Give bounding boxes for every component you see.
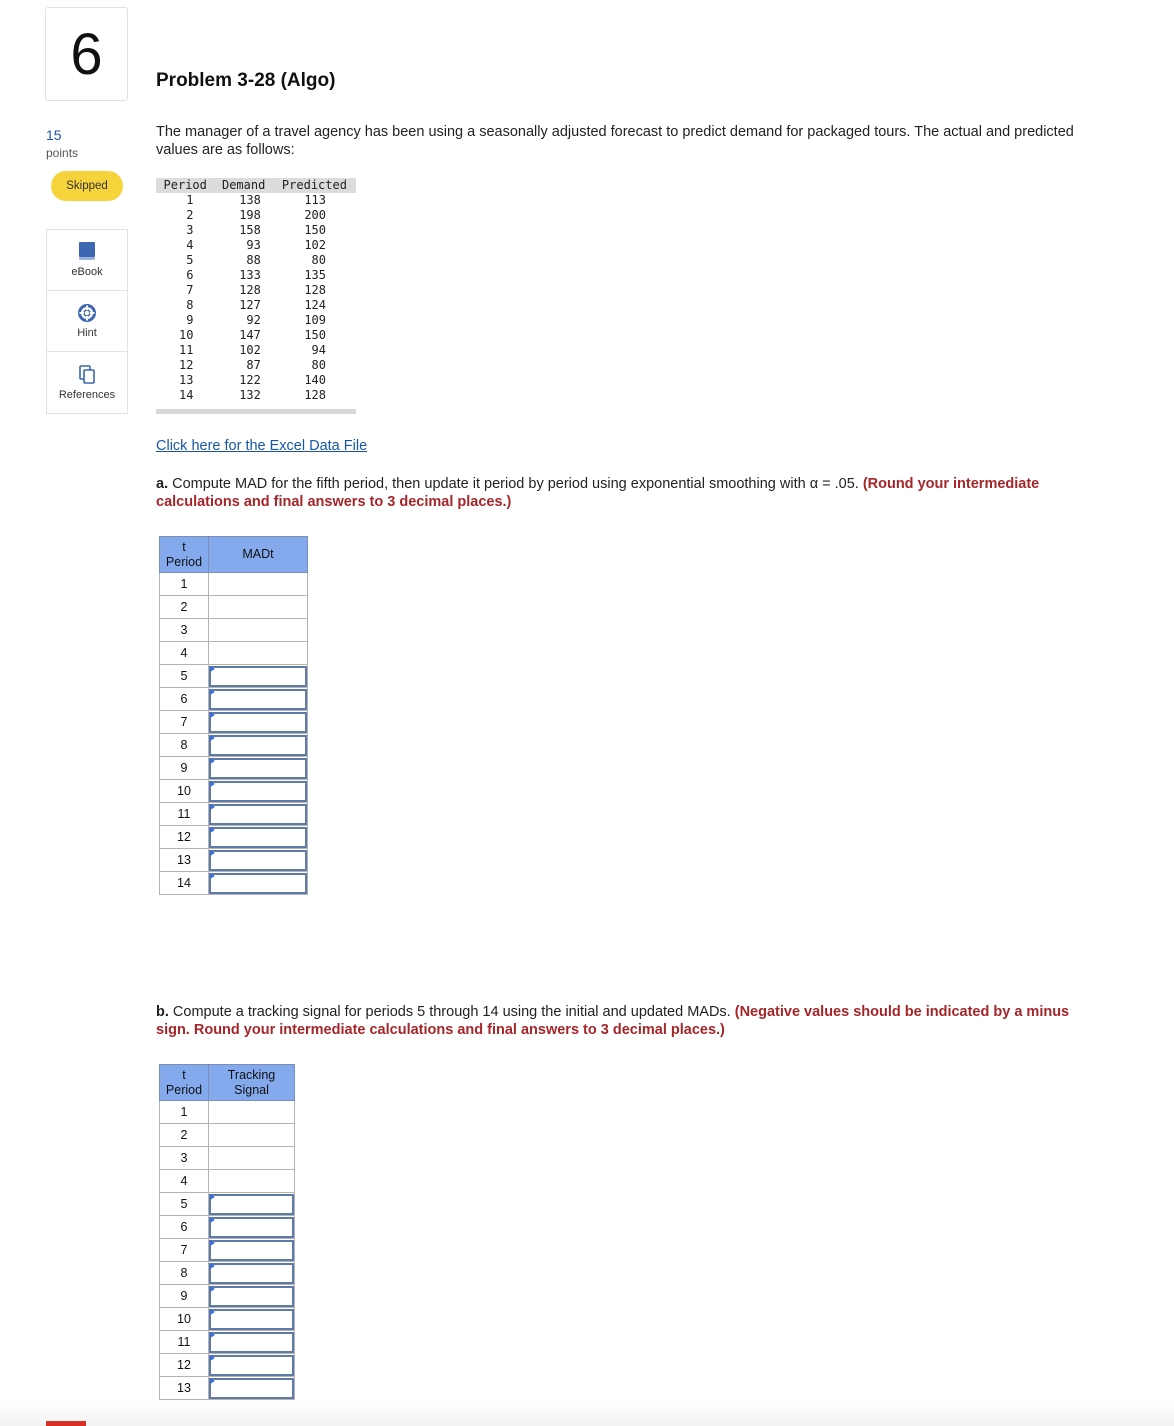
mad-answer-cell	[209, 665, 308, 688]
mad-row	[160, 619, 308, 642]
data-cell-predicted: 94	[311, 343, 326, 357]
data-row	[156, 238, 356, 253]
part-b-label: b.	[156, 1004, 169, 1020]
mad-period-cell: 13	[160, 849, 209, 872]
data-cell-demand: 133	[239, 268, 261, 282]
problem-title: Problem 3-28 (Algo)	[156, 70, 336, 91]
data-cell-predicted: 140	[304, 373, 326, 387]
data-cell-period: 4	[186, 238, 194, 252]
mad-period-cell: 5	[160, 665, 209, 688]
data-row	[156, 223, 356, 238]
mad-row	[160, 596, 308, 619]
ebook-label: eBook	[71, 266, 103, 278]
ts-row	[160, 1147, 295, 1170]
ts-answer-cell	[209, 1377, 295, 1400]
data-cell-demand: 87	[246, 358, 261, 372]
mad-header-period	[160, 537, 209, 573]
mad-answer-input[interactable]	[209, 827, 307, 848]
data-row	[156, 388, 356, 403]
data-row	[156, 193, 356, 208]
data-cell-predicted: 135	[304, 268, 326, 282]
ts-answer-input[interactable]	[209, 1355, 294, 1376]
mad-row	[160, 757, 308, 780]
part-a-question: Compute MAD for the fifth period, then update it period by period using exponential smoothing with α = .05.	[168, 476, 863, 492]
mad-row	[160, 573, 308, 596]
data-cell-period: 7	[186, 283, 194, 297]
demand-data-table	[156, 178, 356, 403]
ts-empty-cell	[209, 1101, 295, 1124]
mad-row	[160, 826, 308, 849]
ts-period-cell: 3	[160, 1147, 209, 1170]
ts-row	[160, 1262, 295, 1285]
data-cell-period: 10	[178, 328, 194, 342]
ts-empty-cell	[209, 1147, 295, 1170]
ts-header-line1: Tracking	[227, 1067, 276, 1082]
data-row	[156, 283, 356, 298]
ts-row	[160, 1124, 295, 1147]
data-cell-period: 6	[186, 268, 194, 282]
status-badge: Skipped	[51, 171, 123, 201]
ts-row	[160, 1377, 295, 1400]
data-cell-period: 13	[178, 373, 194, 387]
ts-answer-cell	[209, 1285, 295, 1308]
mad-answer-cell	[209, 826, 308, 849]
mad-empty-cell	[209, 619, 308, 642]
mad-answer-cell	[209, 757, 308, 780]
mad-period-cell: 7	[160, 711, 209, 734]
data-cell-period: 1	[186, 193, 194, 207]
mad-period-cell: 8	[160, 734, 209, 757]
ts-row	[160, 1354, 295, 1377]
ts-period-cell: 7	[160, 1239, 209, 1262]
mad-period-cell: 3	[160, 619, 209, 642]
part-b-text	[156, 1003, 1096, 1039]
ts-empty-cell	[209, 1124, 295, 1147]
data-cell-period: 3	[186, 223, 194, 237]
data-cell-predicted: 102	[304, 238, 326, 252]
ts-header-period-label: Period	[165, 1082, 203, 1097]
ts-row	[160, 1193, 295, 1216]
tracking-signal-answer-table	[159, 1064, 295, 1400]
part-b-instruction: (Negative values should be indicated by a minus sign. Round your intermediate calculations and final answers to 3 decimal places.)	[156, 1004, 1070, 1038]
mad-answer-input[interactable]	[209, 804, 307, 825]
data-cell-period: 5	[186, 253, 194, 267]
data-cell-predicted: 80	[311, 253, 326, 267]
mad-answer-cell	[209, 711, 308, 734]
data-cell-predicted: 109	[304, 313, 326, 327]
ts-answer-input[interactable]	[209, 1263, 294, 1284]
data-row	[156, 268, 356, 283]
part-a-label: a.	[156, 476, 169, 492]
mad-period-cell: 9	[160, 757, 209, 780]
mad-empty-cell	[209, 642, 308, 665]
book-icon	[78, 242, 96, 261]
mad-period-cell: 6	[160, 688, 209, 711]
data-cell-demand: 127	[239, 298, 261, 312]
ts-answer-cell	[209, 1262, 295, 1285]
mad-answer-cell	[209, 872, 308, 895]
mad-answer-input[interactable]	[209, 689, 307, 710]
ts-answer-cell	[209, 1331, 295, 1354]
data-row	[156, 208, 356, 223]
mad-period-cell: 2	[160, 596, 209, 619]
part-a-text	[156, 475, 1096, 511]
ts-period-cell: 8	[160, 1262, 209, 1285]
mad-period-cell: 12	[160, 826, 209, 849]
mad-answer-cell	[209, 803, 308, 826]
ts-period-cell: 1	[160, 1101, 209, 1124]
data-cell-predicted: 80	[311, 358, 326, 372]
excel-data-link[interactable]: Click here for the Excel Data File	[156, 438, 368, 454]
data-cell-demand: 128	[239, 283, 261, 297]
mad-answer-input[interactable]	[209, 735, 307, 756]
ts-empty-cell	[209, 1170, 295, 1193]
part-a-instruction: (Round your intermediate calculations and final answers to 3 decimal places.)	[156, 476, 1040, 510]
mad-row	[160, 711, 308, 734]
mad-period-cell: 4	[160, 642, 209, 665]
ts-period-cell: 4	[160, 1170, 209, 1193]
references-button[interactable]	[47, 352, 127, 413]
ts-period-cell: 13	[160, 1377, 209, 1400]
ts-answer-input[interactable]	[209, 1332, 294, 1353]
data-cell-demand: 147	[239, 328, 261, 342]
mad-answer-table	[159, 536, 308, 895]
data-cell-predicted: 128	[304, 388, 326, 402]
data-row	[156, 253, 356, 268]
copy-icon	[78, 365, 96, 384]
data-cell-predicted: 150	[304, 328, 326, 342]
data-cell-period: 11	[178, 343, 194, 357]
ts-answer-cell	[209, 1308, 295, 1331]
data-cell-demand: 93	[246, 238, 261, 252]
data-cell-predicted: 128	[304, 283, 326, 297]
data-row	[156, 373, 356, 388]
mad-answer-input[interactable]	[209, 873, 307, 894]
ts-period-cell: 9	[160, 1285, 209, 1308]
lifebuoy-icon	[78, 304, 96, 322]
ebook-button[interactable]	[47, 230, 127, 291]
ts-period-cell: 5	[160, 1193, 209, 1216]
mad-answer-input[interactable]	[209, 712, 307, 733]
bottom-red-tab[interactable]	[46, 1421, 86, 1426]
data-cell-demand: 122	[239, 373, 261, 387]
points-value: 15	[46, 127, 62, 143]
mad-answer-cell	[209, 780, 308, 803]
mad-row	[160, 780, 308, 803]
ts-answer-input[interactable]	[209, 1309, 294, 1330]
question-number-box	[45, 7, 128, 101]
data-cell-demand: 88	[246, 253, 261, 267]
problem-intro: The manager of a travel agency has been using a seasonally adjusted forecast to predict demand for packaged tours. The actual and predicted values are as follows:	[156, 124, 1074, 158]
mad-period-cell: 10	[160, 780, 209, 803]
mad-answer-input[interactable]	[209, 781, 307, 802]
question-number: 6	[70, 21, 103, 87]
data-cell-demand: 92	[246, 313, 261, 327]
mad-answer-input[interactable]	[209, 850, 307, 871]
mad-answer-cell	[209, 734, 308, 757]
mad-answer-cell	[209, 688, 308, 711]
ts-answer-input[interactable]	[209, 1194, 294, 1215]
ts-row	[160, 1216, 295, 1239]
ts-answer-cell	[209, 1354, 295, 1377]
data-cell-demand: 198	[239, 208, 261, 222]
ts-row	[160, 1285, 295, 1308]
ts-answer-input[interactable]	[209, 1378, 294, 1399]
data-cell-demand: 102	[239, 343, 261, 357]
data-cell-period: 2	[186, 208, 194, 222]
ts-row	[160, 1331, 295, 1354]
mad-header-t: t	[182, 539, 186, 554]
data-row	[156, 343, 356, 358]
tools-panel	[46, 229, 128, 414]
ts-period-cell: 6	[160, 1216, 209, 1239]
mad-row	[160, 665, 308, 688]
data-cell-predicted: 124	[304, 298, 326, 312]
ts-period-cell: 12	[160, 1354, 209, 1377]
data-row	[156, 358, 356, 373]
hint-label: Hint	[77, 326, 97, 339]
data-cell-period: 12	[178, 358, 194, 372]
mad-header-period-label: Period	[165, 554, 203, 569]
ts-row	[160, 1101, 295, 1124]
points-label: points	[46, 146, 79, 160]
ts-answer-cell	[209, 1239, 295, 1262]
ts-period-cell: 11	[160, 1331, 209, 1354]
part-b-question: Compute a tracking signal for periods 5 through 14 using the initial and updated MADs.	[168, 1004, 735, 1020]
data-row	[156, 328, 356, 343]
data-cell-period: 14	[178, 388, 194, 402]
data-cell-period: 9	[186, 313, 194, 327]
ts-period-cell: 2	[160, 1124, 209, 1147]
data-cell-predicted: 150	[304, 223, 326, 237]
data-header-period: Period	[156, 178, 214, 193]
mad-period-cell: 14	[160, 872, 209, 895]
data-row	[156, 298, 356, 313]
data-cell-demand: 138	[239, 193, 261, 207]
data-cell-period: 8	[186, 298, 194, 312]
mad-row	[160, 688, 308, 711]
data-cell-predicted: 113	[304, 193, 326, 207]
data-header-demand: Demand	[214, 178, 272, 193]
mad-row	[160, 849, 308, 872]
mad-row	[160, 642, 308, 665]
data-cell-predicted: 200	[304, 208, 326, 222]
ts-answer-input[interactable]	[209, 1286, 294, 1307]
mad-answer-cell	[209, 849, 308, 872]
mad-period-cell: 11	[160, 803, 209, 826]
ts-period-cell: 10	[160, 1308, 209, 1331]
data-table-scrollbar[interactable]	[156, 409, 356, 414]
data-header-predicted: Predicted	[273, 178, 356, 193]
mad-header-madt: MADt	[209, 537, 308, 573]
ts-answer-cell	[209, 1216, 295, 1239]
data-cell-demand: 158	[239, 223, 261, 237]
ts-row	[160, 1239, 295, 1262]
ts-row	[160, 1308, 295, 1331]
mad-answer-input[interactable]	[209, 666, 307, 687]
mad-empty-cell	[209, 573, 308, 596]
ts-header-period	[160, 1065, 209, 1101]
data-cell-demand: 132	[239, 388, 261, 402]
ts-answer-cell	[209, 1193, 295, 1216]
ts-answer-input[interactable]	[209, 1217, 294, 1238]
ts-header-line2: Signal	[234, 1082, 269, 1097]
ts-header-t: t	[182, 1067, 186, 1082]
mad-row	[160, 872, 308, 895]
hint-button[interactable]	[47, 291, 127, 352]
ts-answer-input[interactable]	[209, 1240, 294, 1261]
mad-row	[160, 803, 308, 826]
ts-header-tracking-signal	[209, 1065, 295, 1101]
mad-period-cell: 1	[160, 573, 209, 596]
bottom-bar	[0, 1404, 1174, 1426]
data-row	[156, 313, 356, 328]
mad-empty-cell	[209, 596, 308, 619]
mad-answer-input[interactable]	[209, 758, 307, 779]
mad-row	[160, 734, 308, 757]
ts-row	[160, 1170, 295, 1193]
references-label: References	[58, 388, 116, 401]
